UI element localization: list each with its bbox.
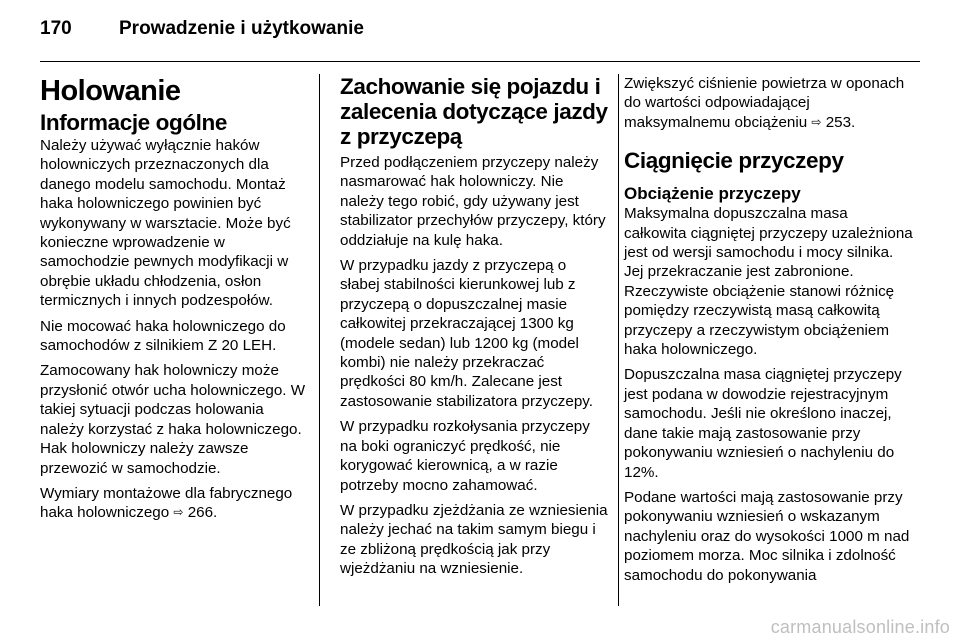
paragraph: W przypadku jazdy z przyczepą o słabej stabilności kierunkowej lub z przyczepą o dopuszczalnej masie całkowitej przekraczającej 1300 kg (modele sedan) lub 1200 kg (model kombi) nie należy przekraczać prędkości 80 km/h. Zalecane jest zastosowanie stabilizatora przyczepy. xyxy=(340,257,593,410)
column-1 xyxy=(40,74,308,523)
paragraph-text: Zwiększyć ciśnienie powietrza w oponach do wartości odpowiadającej maksymalnemu obciążeniu xyxy=(624,75,905,131)
section-title-ciagniecie: Ciągnięcie przyczepy xyxy=(624,148,844,174)
paragraph: Nie mocować haka holowniczego do samochodów z silnikiem Z 20 LEH. xyxy=(40,317,286,355)
section-title-holowanie: Holowanie xyxy=(40,75,181,107)
page-reference-arrow-icon: ⇨ xyxy=(173,505,184,520)
page-header xyxy=(40,18,920,50)
page-reference-link[interactable]: 253. xyxy=(825,113,856,131)
paragraph-text: Wymiary montażowe dla fabrycznego haka holowniczego xyxy=(40,484,293,522)
column-divider-1 xyxy=(319,74,320,606)
page-reference-arrow-icon: ⇨ xyxy=(811,114,822,129)
paragraph: Przed podłączeniem przyczepy należy nasmarować hak holowniczy. Nie należy tego robić, gdy używany jest stabilizator przechyłów przyczepy, który oddziałuje na kulę haka. xyxy=(340,154,606,249)
paragraph: W przypadku rozkołysania przyczepy na boki ograniczyć prędkość, nie korygować kierownicą, a w razie potrzeby mocno zahamować. xyxy=(340,418,590,494)
paragraph: Należy używać wyłącznie haków holowniczych przeznaczonych dla danego modelu samochodu. Montaż haka holowniczego powinien być wykonywany w warsztacie. Może być konieczne wprowadzenie w samochodzie pewnych modyfikacji w obrębie układu chłodzenia, osłon termicznych i innych podzespołów. xyxy=(40,137,291,310)
paragraph: Maksymalna dopuszczalna masa całkowita ciągniętej przyczepy uzależniona jest od wersji samochodu i mocy silnika. Jej przekraczanie jest zabronione. Rzeczywiste obciążenie stanowi różnicę pomiędzy rzeczywistą masą całkowitą przyczepy a rzeczywistym obciążeniem haka holowniczego. xyxy=(624,205,913,359)
paragraph: Podane wartości mają zastosowanie przy pokonywaniu wzniesień o wskazanym nachyleniu oraz do wysokości 1000 m nad poziomem morza. Moc silnika i zdolność samochodu do pokonywania xyxy=(624,488,910,584)
column-3 xyxy=(624,74,914,585)
page-number: 170 xyxy=(40,18,72,39)
section-title-zachowanie: Zachowanie się pojazdu i zalecenia dotyczące jazdy z przyczepą xyxy=(340,74,608,149)
paragraph: W przypadku zjeżdżania ze wzniesienia należy jechać na takim samym biegu i ze zbliżoną prędkością jak przy wjeżdżaniu na wzniesienie. xyxy=(340,501,608,578)
running-title: Prowadzenie i użytkowanie xyxy=(119,18,364,39)
column-divider-2 xyxy=(618,74,619,606)
paragraph-with-reference xyxy=(40,484,308,523)
subsection-title-informacje: Informacje ogólne xyxy=(40,110,227,135)
paragraph-with-reference xyxy=(624,74,914,132)
paragraph: Zamocowany hak holowniczy może przysłonić otwór ucha holowniczego. W takiej sytuacji podczas holowania należy korzystać z haka holowniczego. Hak holowniczy należy zawsze przewozić w samochodzie. xyxy=(40,362,306,477)
paragraph: Dopuszczalna masa ciągniętej przyczepy jest podana w dowodzie rejestracyjnym samochodu. Jeśli nie określono inaczej, dane takie mają zastosowanie przy pokonywaniu wzniesień o nachyleniu do 12%. xyxy=(624,366,902,481)
column-2 xyxy=(340,74,608,579)
page-reference-link[interactable]: 266. xyxy=(187,504,218,522)
header-divider xyxy=(40,61,920,62)
watermark: carmanualsonline.info xyxy=(770,617,950,637)
subsection-title-obciazenie: Obciążenie przyczepy xyxy=(624,184,801,204)
